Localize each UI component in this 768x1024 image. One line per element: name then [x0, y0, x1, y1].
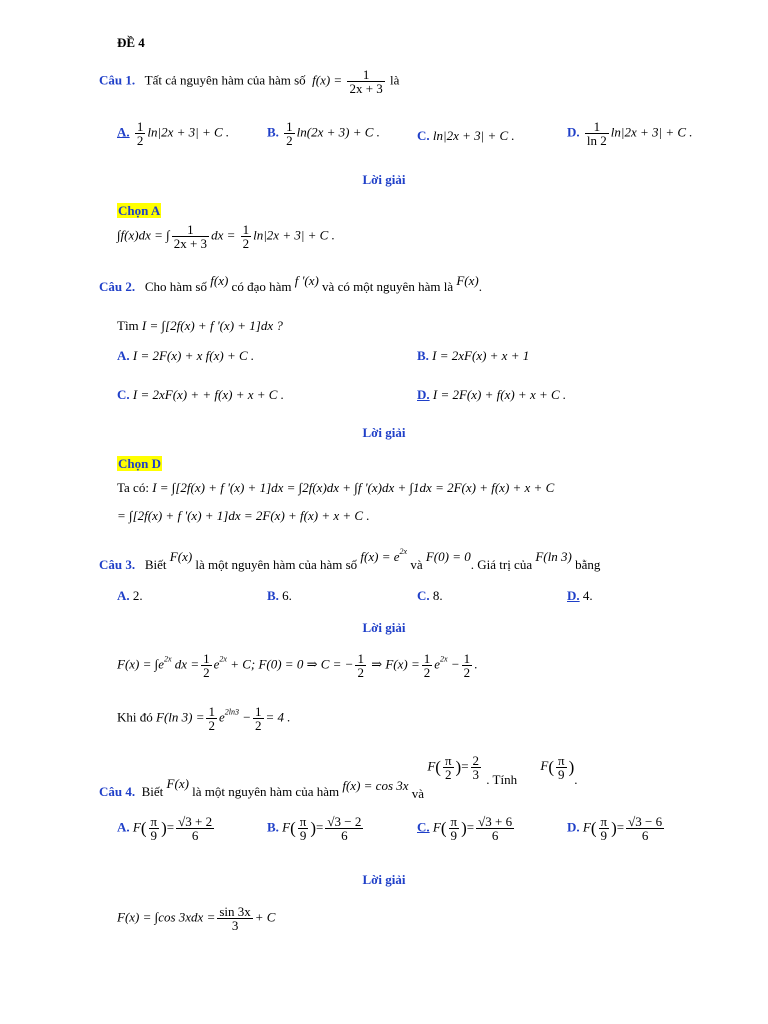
- q2-option-b: B. I = 2xF(x) + x + 1: [417, 348, 530, 363]
- q3-option-a: A. 2.: [117, 588, 143, 603]
- q1-label: Câu 1.: [99, 72, 136, 88]
- q2-solution-line-1: Ta có: I = ∫[2f(x) + f '(x) + 1]dx = ∫2f(x)dx + ∫f '(x)dx + ∫1dx = 2F(x) + f(x) + x + C: [117, 480, 555, 495]
- q2-solution-line-2: = ∫[2f(x) + f '(x) + 1]dx = 2F(x) + f(x) + x + C .: [117, 508, 370, 523]
- q3-solution-line-2: Khi đó F(ln 3) = $\frac{1}{2}$ $e^{2ln3}$ − $\frac{1}{2}$ = 4 .: [117, 704, 291, 733]
- q4-option-b: B. F( $\frac{\pi}{9}$ )= $\frac{√3 - 2}{6}$: [267, 814, 362, 843]
- q2-answer: Chọn D: [118, 456, 161, 471]
- q1-text: Tất cả nguyên hàm của hàm số: [144, 72, 306, 88]
- q2-option-d: D. I = 2F(x) + f(x) + x + C .: [417, 387, 567, 402]
- q1-option-a: A. $\frac{1}{2}$ ln|2x + 3| + C .: [117, 119, 230, 148]
- q3-option-d: D. 4.: [567, 588, 593, 603]
- q3-option-c: C. 8.: [417, 588, 443, 603]
- q3-option-b: B. 6.: [267, 588, 292, 603]
- q3-solution-line-1: $F(x) = \int e^{2x}$ dx = $\frac{1}{2}$ $e^{2x} + C$; F(0) = 0 ⇒ C = − $\frac{1}{2}$ ⇒ F(x) = $\frac{1}{2}$ $e^{2x}$ − $\frac{1}{2}$ .: [117, 651, 478, 680]
- q4-option-a: A. F( $\frac{\pi}{9}$ )= $\frac{√3 + 2}{6}$: [117, 814, 213, 843]
- page-title: ĐỀ 4: [117, 35, 145, 50]
- q2-option-c: C. I = 2xF(x) + + f(x) + x + C .: [117, 387, 284, 402]
- q4-solution-heading: Lời giải: [362, 872, 406, 887]
- question-1: [99, 68, 399, 95]
- q1-fraction: $\frac{1}{2x + 3}$: [349, 67, 383, 96]
- q1-option-b: B. $\frac{1}{2}$ ln(2x + 3) + C .: [267, 119, 380, 148]
- q1-solution: ∫f(x)dx = ∫ $\frac{1}{2x + 3}$ dx = $\frac{1}{2}$ ln|2x + 3| + C .: [117, 222, 335, 251]
- q2-option-a: A. I = 2F(x) + x f(x) + C .: [117, 348, 255, 363]
- question-3: Câu 3. Biết F(x) là một nguyên hàm của hàm số $f(x) = e^{2x}$ và F(0) = 0. Giá trị của F(ln 3) bằng: [99, 547, 601, 572]
- question-4: Câu 4. Biết F(x) là một nguyên hàm của hàm f(x) = cos 3x và F( $\frac{\pi}{2}$ )= $\frac{2}{3}$ . Tính F( $\frac{\pi}{9}$ ).: [99, 753, 578, 802]
- q1-answer: Chọn A: [118, 203, 161, 218]
- q4-option-c: C. F( $\frac{\pi}{9}$ )= $\frac{√3 + 6}{6}$: [417, 814, 513, 843]
- q1-solution-heading: Lời giải: [362, 172, 406, 187]
- q3-solution-heading: Lời giải: [362, 620, 406, 635]
- q1-fx: f(x) =: [312, 72, 343, 88]
- q1-tail: là: [390, 72, 400, 88]
- q1-option-c: C. ln|2x + 3| + C .: [417, 128, 515, 143]
- q2-task: Tìm I = ∫[2f(x) + f '(x) + 1]dx ?: [117, 318, 283, 333]
- q1-option-d: D. $\frac{1}{\ln 2}$ ln|2x + 3| + C .: [567, 119, 693, 148]
- q4-solution: F(x) = ∫cos 3xdx = $\frac{\sin 3x}{3}$ + C: [117, 904, 276, 933]
- q4-option-d: D. F( $\frac{\pi}{9}$ )= $\frac{√3 - 6}{6}$: [567, 814, 663, 843]
- q2-solution-heading: Lời giải: [362, 425, 406, 440]
- question-2: Câu 2. Cho hàm số f(x) có đạo hàm f '(x) và có một nguyên hàm là F(x).: [99, 273, 482, 294]
